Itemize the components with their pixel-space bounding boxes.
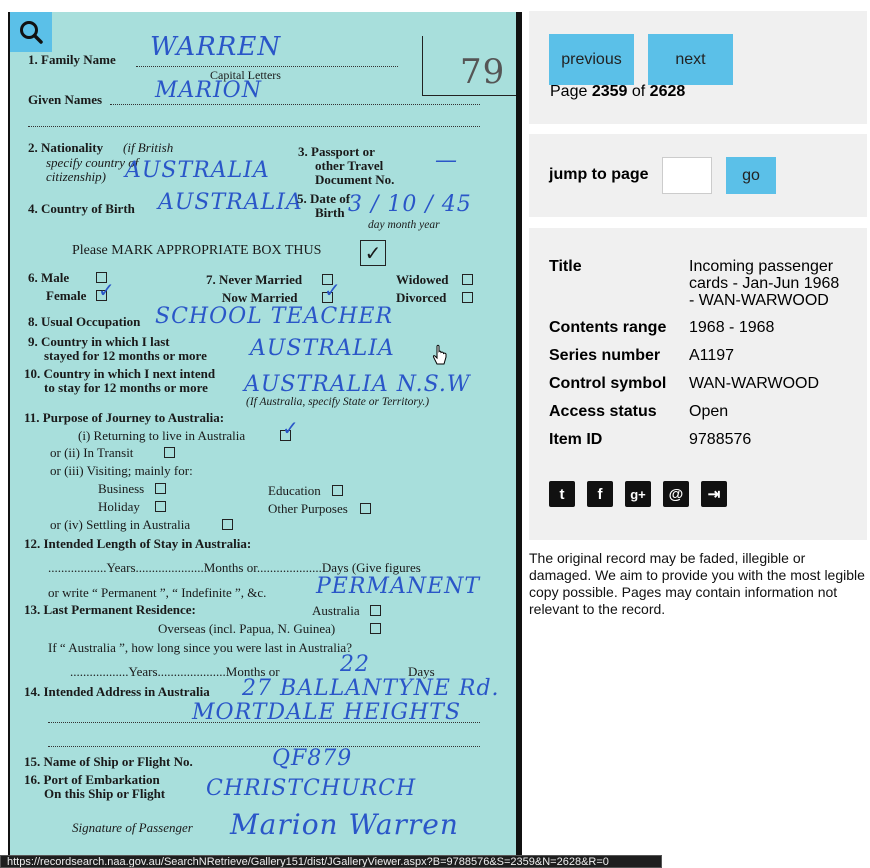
q3-value: — — [435, 148, 458, 173]
jump-panel — [529, 134, 867, 217]
q14-value2: MORTDALE HEIGHTS — [192, 700, 462, 725]
married-tick: ✓ — [324, 278, 341, 302]
q11-iii: or (iii) Visiting; mainly for: — [50, 463, 193, 478]
metadata-table — [549, 258, 859, 459]
page-indicator — [550, 83, 685, 101]
meta-value: 1968 - 1968 — [689, 319, 775, 336]
passenger-card-image — [10, 12, 516, 858]
twitter-icon[interactable]: t — [549, 481, 575, 507]
q13-value: 22 — [340, 652, 370, 677]
meta-row-access-status — [549, 403, 859, 421]
q10-value: AUSTRALIA N.S.W — [244, 372, 471, 397]
next-button[interactable]: next — [648, 34, 733, 85]
q10-line1: 10. Country in which I next intend — [24, 366, 216, 381]
q12-line: ..................Years.....................Months or....................Days (Give figures — [48, 560, 421, 575]
meta-value: WAN-WARWOOD — [689, 375, 820, 392]
given-names-label: Given Names — [28, 92, 103, 107]
q4-value: AUSTRALIA — [158, 190, 303, 215]
share-bar — [549, 481, 727, 507]
zoom-button[interactable] — [10, 12, 52, 52]
meta-row-contents-range — [549, 319, 859, 337]
meta-key: Title — [549, 258, 582, 275]
q13-line: ..................Years.....................Months or — [70, 664, 280, 679]
google-plus-icon[interactable]: g+ — [625, 481, 651, 507]
facebook-icon[interactable]: f — [587, 481, 613, 507]
page-of: of — [631, 83, 646, 100]
mark-instruction: Please MARK APPROPRIATE BOX THUS — [72, 243, 322, 258]
q6-female: Female — [46, 288, 87, 303]
jump-label: jump to page — [549, 166, 649, 183]
q3-line1: 3. Passport or — [298, 144, 375, 159]
q12-line2: or write “ Permanent ”, “ Indefinite ”, &c. — [48, 585, 267, 600]
jump-page-input[interactable] — [662, 157, 712, 194]
q2-line1: 2. Nationality — [28, 140, 104, 155]
meta-value: Incoming passenger cards - Jan-Jun 1968 - WAN-WARWOOD — [689, 258, 840, 309]
q2-line1b: (if British — [123, 140, 174, 155]
meta-row-title — [549, 258, 859, 309]
q4-label: 4. Country of Birth — [28, 201, 135, 216]
page-prefix: Page — [550, 83, 588, 100]
q9-value: AUSTRALIA — [250, 336, 395, 361]
business: Business — [98, 481, 145, 496]
q9-line2: stayed for 12 months or more — [44, 348, 207, 363]
q12-value: PERMANENT — [316, 574, 481, 599]
status-bar-url: https://recordsearch.naa.gov.au/SearchNRetrieve/Gallery151/dist/JGalleryViewer.aspx?B=9788576&S=2359&N=2628&R=0 — [0, 855, 662, 868]
q15-value: QF879 — [272, 746, 353, 771]
returning-tick: ✓ — [282, 416, 299, 440]
meta-key: Series number — [549, 347, 661, 364]
q1-label: 1. Family Name — [28, 52, 116, 67]
q9-line1: 9. Country in which I last — [28, 334, 170, 349]
q5-line1: 5. Date of — [297, 191, 351, 206]
q5-value: 3 / 10 / 45 — [348, 192, 472, 217]
widowed: Widowed — [396, 272, 449, 287]
q2-line3: citizenship) — [46, 169, 106, 184]
meta-key: Item ID — [549, 431, 603, 448]
meta-value: Open — [689, 403, 729, 420]
q13-overseas: Overseas (incl. Papua, N. Guinea) — [158, 621, 336, 636]
hand-cursor-icon — [432, 344, 448, 368]
document-viewer[interactable] — [8, 12, 522, 858]
signature-value: Marion Warren — [230, 808, 459, 841]
q11-label: 11. Purpose of Journey to Australia: — [24, 410, 225, 425]
q6-male: 6. Male — [28, 270, 70, 285]
q8-label: 8. Usual Occupation — [28, 314, 141, 329]
q14-label: 14. Intended Address in Australia — [24, 684, 210, 699]
q10-note: (If Australia, specify State or Territory.) — [246, 396, 430, 408]
holiday: Holiday — [98, 499, 140, 514]
q2-value: AUSTRALIA — [125, 158, 270, 183]
q11-ii: or (ii) In Transit — [50, 445, 134, 460]
meta-key: Contents range — [549, 319, 667, 336]
meta-value: 9788576 — [689, 431, 752, 448]
metadata-panel — [529, 228, 867, 540]
q13-aus: Australia — [312, 603, 360, 618]
q13-label: 13. Last Permanent Residence: — [24, 602, 196, 617]
given-names-value: MARION — [155, 78, 262, 103]
q14-value1: 27 BALLANTYNE Rd. — [242, 676, 500, 701]
q16-line2: On this Ship or Flight — [44, 786, 166, 801]
q5-sub: day month year — [368, 219, 440, 231]
email-icon[interactable]: @ — [663, 481, 689, 507]
other-purposes: Other Purposes — [268, 501, 348, 516]
mark-example-box: ✓ — [360, 240, 386, 266]
card-number: 79 — [460, 52, 506, 92]
total-pages: 2628 — [649, 83, 686, 100]
q16-line1: 16. Port of Embarkation — [24, 772, 160, 787]
meta-value: A1197 — [689, 347, 735, 364]
divorced: Divorced — [396, 290, 447, 305]
meta-key: Control symbol — [549, 375, 667, 392]
meta-key: Access status — [549, 403, 657, 420]
q5-line2: Birth — [315, 205, 345, 220]
previous-button[interactable]: previous — [549, 34, 634, 85]
q2-line2: specify country of — [46, 155, 139, 170]
capital-letters: Capital Letters — [210, 68, 281, 82]
disclaimer-text: The original record may be faded, illegible or damaged. We aim to provide you with the most legible copy possible. Pages may contain information not relevant to the record. — [529, 550, 865, 617]
q8-value: SCHOOL TEACHER — [155, 304, 394, 329]
export-icon[interactable]: ⇥ — [701, 481, 727, 507]
q12-label: 12. Intended Length of Stay in Australia: — [24, 536, 252, 551]
q7-never: 7. Never Married — [206, 272, 303, 287]
meta-row-series-number — [549, 347, 859, 365]
meta-row-item-id — [549, 431, 859, 449]
female-tick: ✓ — [98, 278, 115, 302]
magnifier-icon — [18, 19, 44, 45]
signature-label: Signature of Passenger — [72, 820, 193, 835]
meta-row-control-symbol — [549, 375, 859, 393]
q3-line3: Document No. — [315, 172, 395, 187]
q16-value: CHRISTCHURCH — [206, 776, 417, 801]
q1-value: WARREN — [150, 32, 282, 62]
education: Education — [268, 483, 321, 498]
q13-days: Days — [408, 664, 435, 679]
q15-label: 15. Name of Ship or Flight No. — [24, 754, 193, 769]
q11-i: (i) Returning to live in Australia — [78, 428, 246, 443]
q3-line2: other Travel — [315, 158, 384, 173]
navigation-panel — [529, 11, 867, 124]
q13-question: If “ Australia ”, how long since you were last in Australia? — [48, 640, 352, 655]
q11-iv: or (iv) Settling in Australia — [50, 517, 191, 532]
q7-now: Now Married — [222, 290, 298, 305]
q10-line2: to stay for 12 months or more — [44, 380, 208, 395]
current-page: 2359 — [591, 83, 628, 100]
go-button[interactable]: go — [726, 157, 776, 194]
